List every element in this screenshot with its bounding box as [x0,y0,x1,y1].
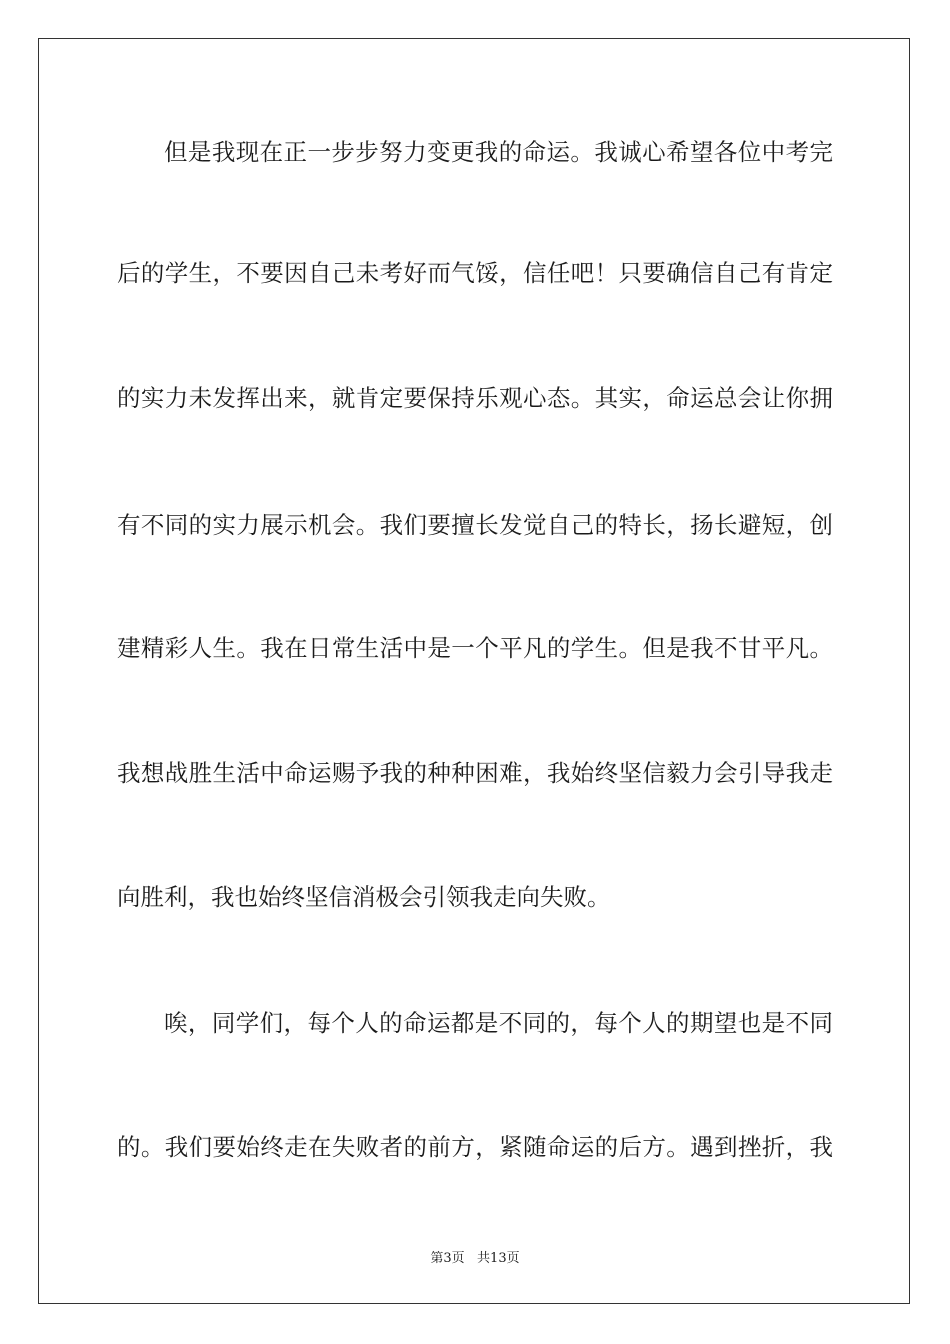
page-number-footer: 第3页 共13页 [430,1251,520,1266]
page-border [38,38,910,1304]
paragraph-1-line-4: 有不同的实力展示机会。我们要擅长发觉自己的特长，扬长避短，创 [117,511,833,539]
paragraph-1-line-2: 后的学生，不要因自己未考好而气馁，信任吧！只要确信自己有肯定 [117,259,833,287]
paragraph-1-line-3: 的实力未发挥出来，就肯定要保持乐观心态。其实，命运总会让你拥 [117,384,833,412]
paragraph-1-line-6: 我想战胜生活中命运赐予我的种种困难，我始终坚信毅力会引导我走 [117,759,833,787]
paragraph-2-line-2: 的。我们要始终走在失败者的前方，紧随命运的后方。遇到挫折，我 [117,1133,833,1161]
paragraph-1-line-5: 建精彩人生。我在日常生活中是一个平凡的学生。但是我不甘平凡。 [117,634,833,662]
paragraph-1-line-7: 向胜利，我也始终坚信消极会引领我走向失败。 [117,883,611,911]
paragraph-1-line-1: 但是我现在正一步步努力变更我的命运。我诚心希望各位中考完 [164,138,833,166]
paragraph-2-line-1: 唉，同学们，每个人的命运都是不同的，每个人的期望也是不同 [164,1009,833,1037]
